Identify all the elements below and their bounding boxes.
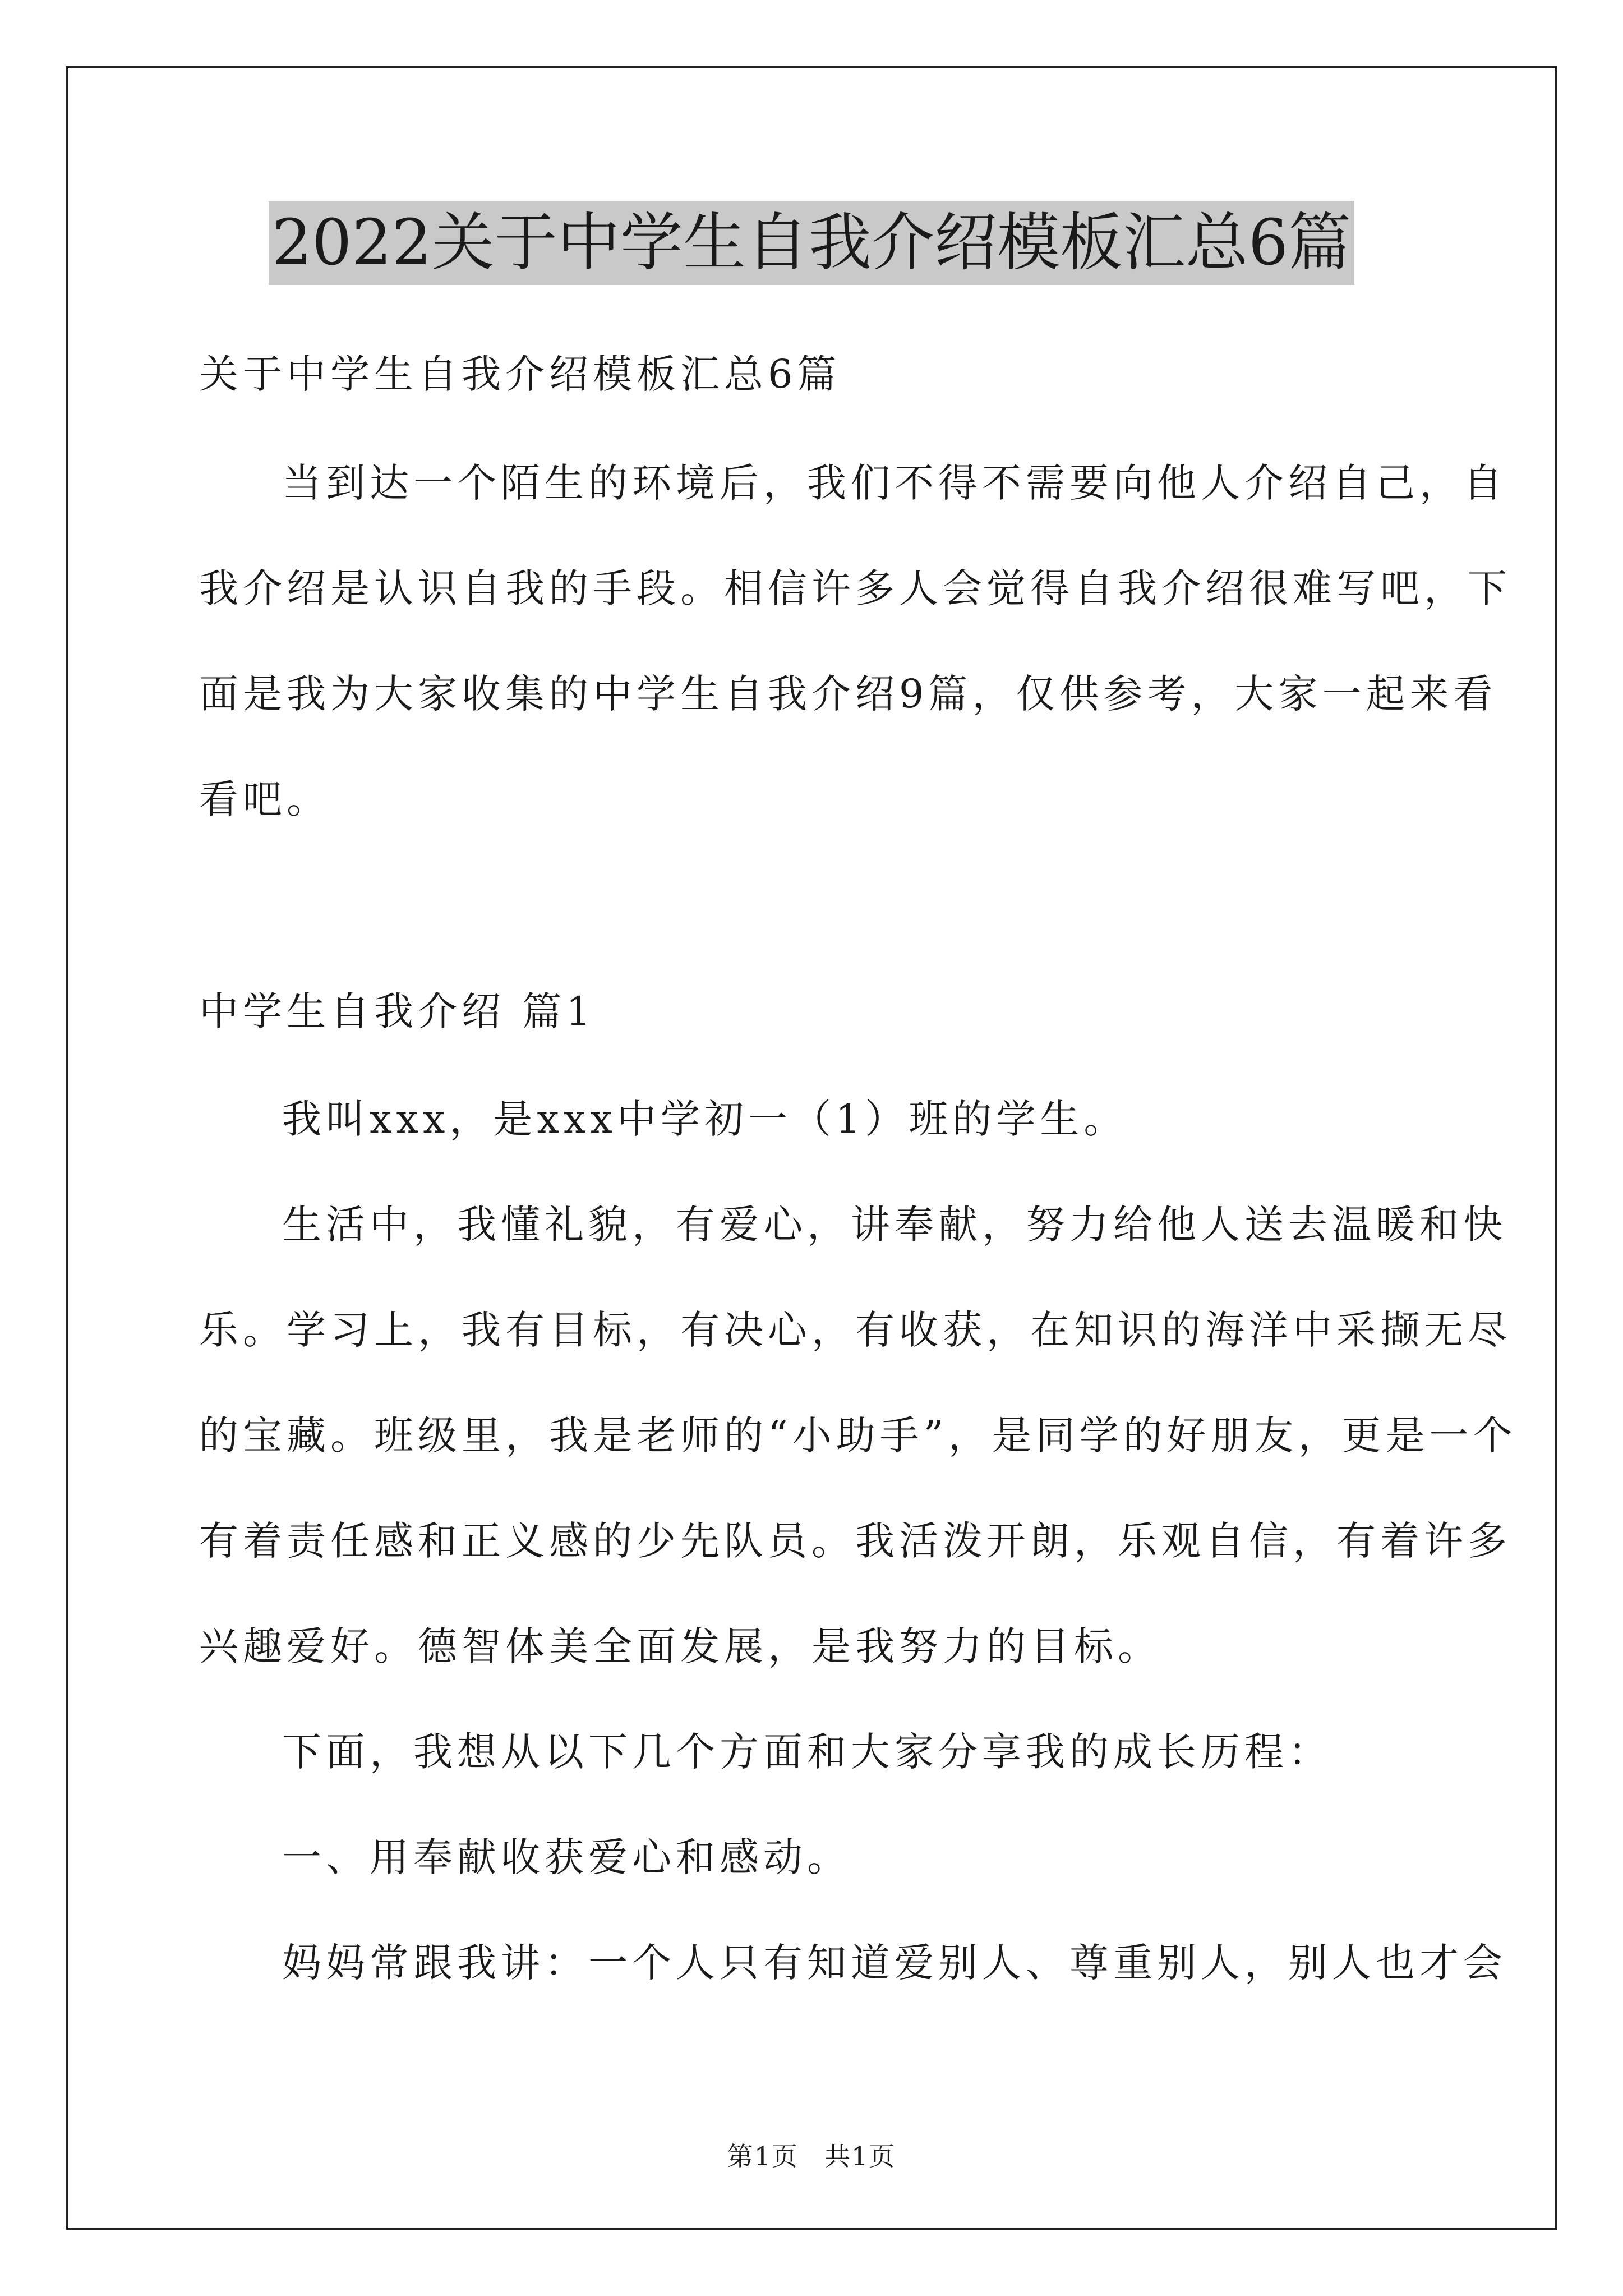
paragraph-life-line: 有着责任感和正义感的少先队员。我活泼开朗，乐观自信，有着许多 xyxy=(199,1518,1511,1564)
intro-line: 看吧。 xyxy=(199,776,330,822)
paragraph-mother: 妈妈常跟我讲：一个人只有知道爱别人、尊重别人，别人也才会 xyxy=(282,1940,1507,1986)
page-footer xyxy=(0,2136,1623,2173)
subtitle: 关于中学生自我介绍模板汇总6篇 xyxy=(199,351,841,397)
document-title: 2022关于中学生自我介绍模板汇总6篇 xyxy=(269,201,1354,285)
intro-line: 面是我为大家收集的中学生自我介绍9篇，仅供参考，大家一起来看 xyxy=(199,671,1497,717)
paragraph-life-line: 生活中，我懂礼貌，有爱心，讲奉献，努力给他人送去温暖和快 xyxy=(282,1202,1507,1248)
paragraph-life-line: 乐。学习上，我有目标，有决心，有收获，在知识的海洋中采撷无尽 xyxy=(199,1307,1511,1353)
paragraph-name: 我叫xxx，是xxx中学初一（1）班的学生。 xyxy=(282,1096,1128,1142)
page-number: 第1页 xyxy=(727,2141,799,2171)
document-title-row xyxy=(0,201,1623,285)
intro-line: 当到达一个陌生的环境后，我们不得不需要向他人介绍自己，自 xyxy=(282,460,1507,506)
section-heading: 中学生自我介绍 篇1 xyxy=(199,988,596,1034)
paragraph-share: 下面，我想从以下几个方面和大家分享我的成长历程： xyxy=(282,1729,1332,1775)
paragraph-life-line: 的宝藏。班级里，我是老师的“小助手”，是同学的好朋友，更是一个 xyxy=(199,1412,1517,1458)
paragraph-point-one: 一、用奉献收获爱心和感动。 xyxy=(282,1834,851,1880)
intro-line: 我介绍是认识自我的手段。相信许多人会觉得自我介绍很难写吧，下 xyxy=(199,565,1511,611)
paragraph-life-line: 兴趣爱好。德智体美全面发展，是我努力的目标。 xyxy=(199,1623,1161,1669)
page-total: 共1页 xyxy=(824,2141,896,2171)
